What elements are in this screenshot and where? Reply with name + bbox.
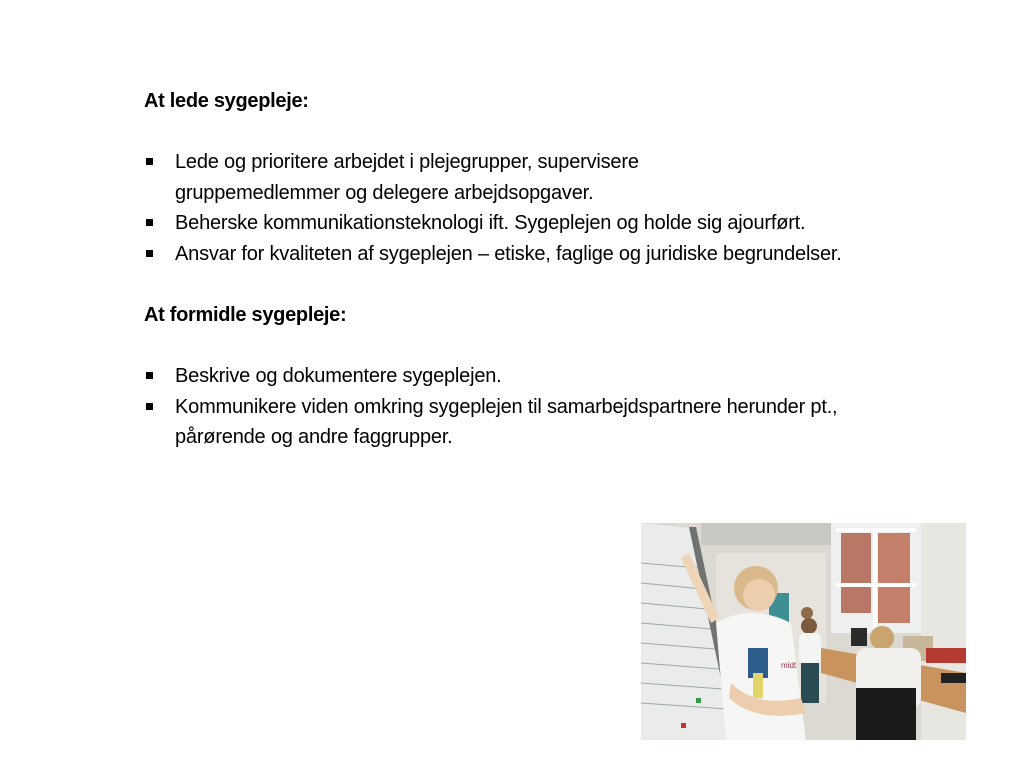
square-bullet-icon <box>146 403 153 410</box>
square-bullet-icon <box>146 219 153 226</box>
bullet-text: Beskrive og dokumentere sygeplejen. <box>175 365 502 387</box>
bullet-list-lead <box>144 147 864 269</box>
nurse-whiteboard-photo <box>641 523 966 740</box>
list-item <box>144 239 865 270</box>
list-item <box>144 208 865 239</box>
list-item <box>144 147 775 208</box>
svg-text:midt: midt <box>781 661 797 670</box>
bullet-text: Kommunikere viden omkring sygeplejen til samarbejdspartnere herunder pt., pårørende og andre faggrupper. <box>175 395 838 448</box>
bullet-text: Lede og prioritere arbejdet i plejegrupper, supervisere gruppemedlemmer og delegere arbejdsopgaver. <box>175 151 639 204</box>
bullet-text: Ansvar for kvaliteten af sygeplejen – etiske, faglige og juridiske begrundelser. <box>175 242 842 265</box>
photo-illustration <box>641 523 966 740</box>
section-heading-communicate: At formidle sygepleje: <box>144 304 347 326</box>
bullet-text: Beherske kommunikationsteknologi ift. Sygeplejen og holde sig ajourført. <box>175 212 806 234</box>
bullet-list-communicate <box>144 361 864 453</box>
square-bullet-icon <box>146 250 153 257</box>
square-bullet-icon <box>146 372 153 379</box>
list-item <box>144 392 875 453</box>
list-item <box>144 361 864 392</box>
square-bullet-icon <box>146 158 153 165</box>
section-heading-lead: At lede sygepleje: <box>144 90 309 112</box>
slide-content <box>144 86 864 453</box>
